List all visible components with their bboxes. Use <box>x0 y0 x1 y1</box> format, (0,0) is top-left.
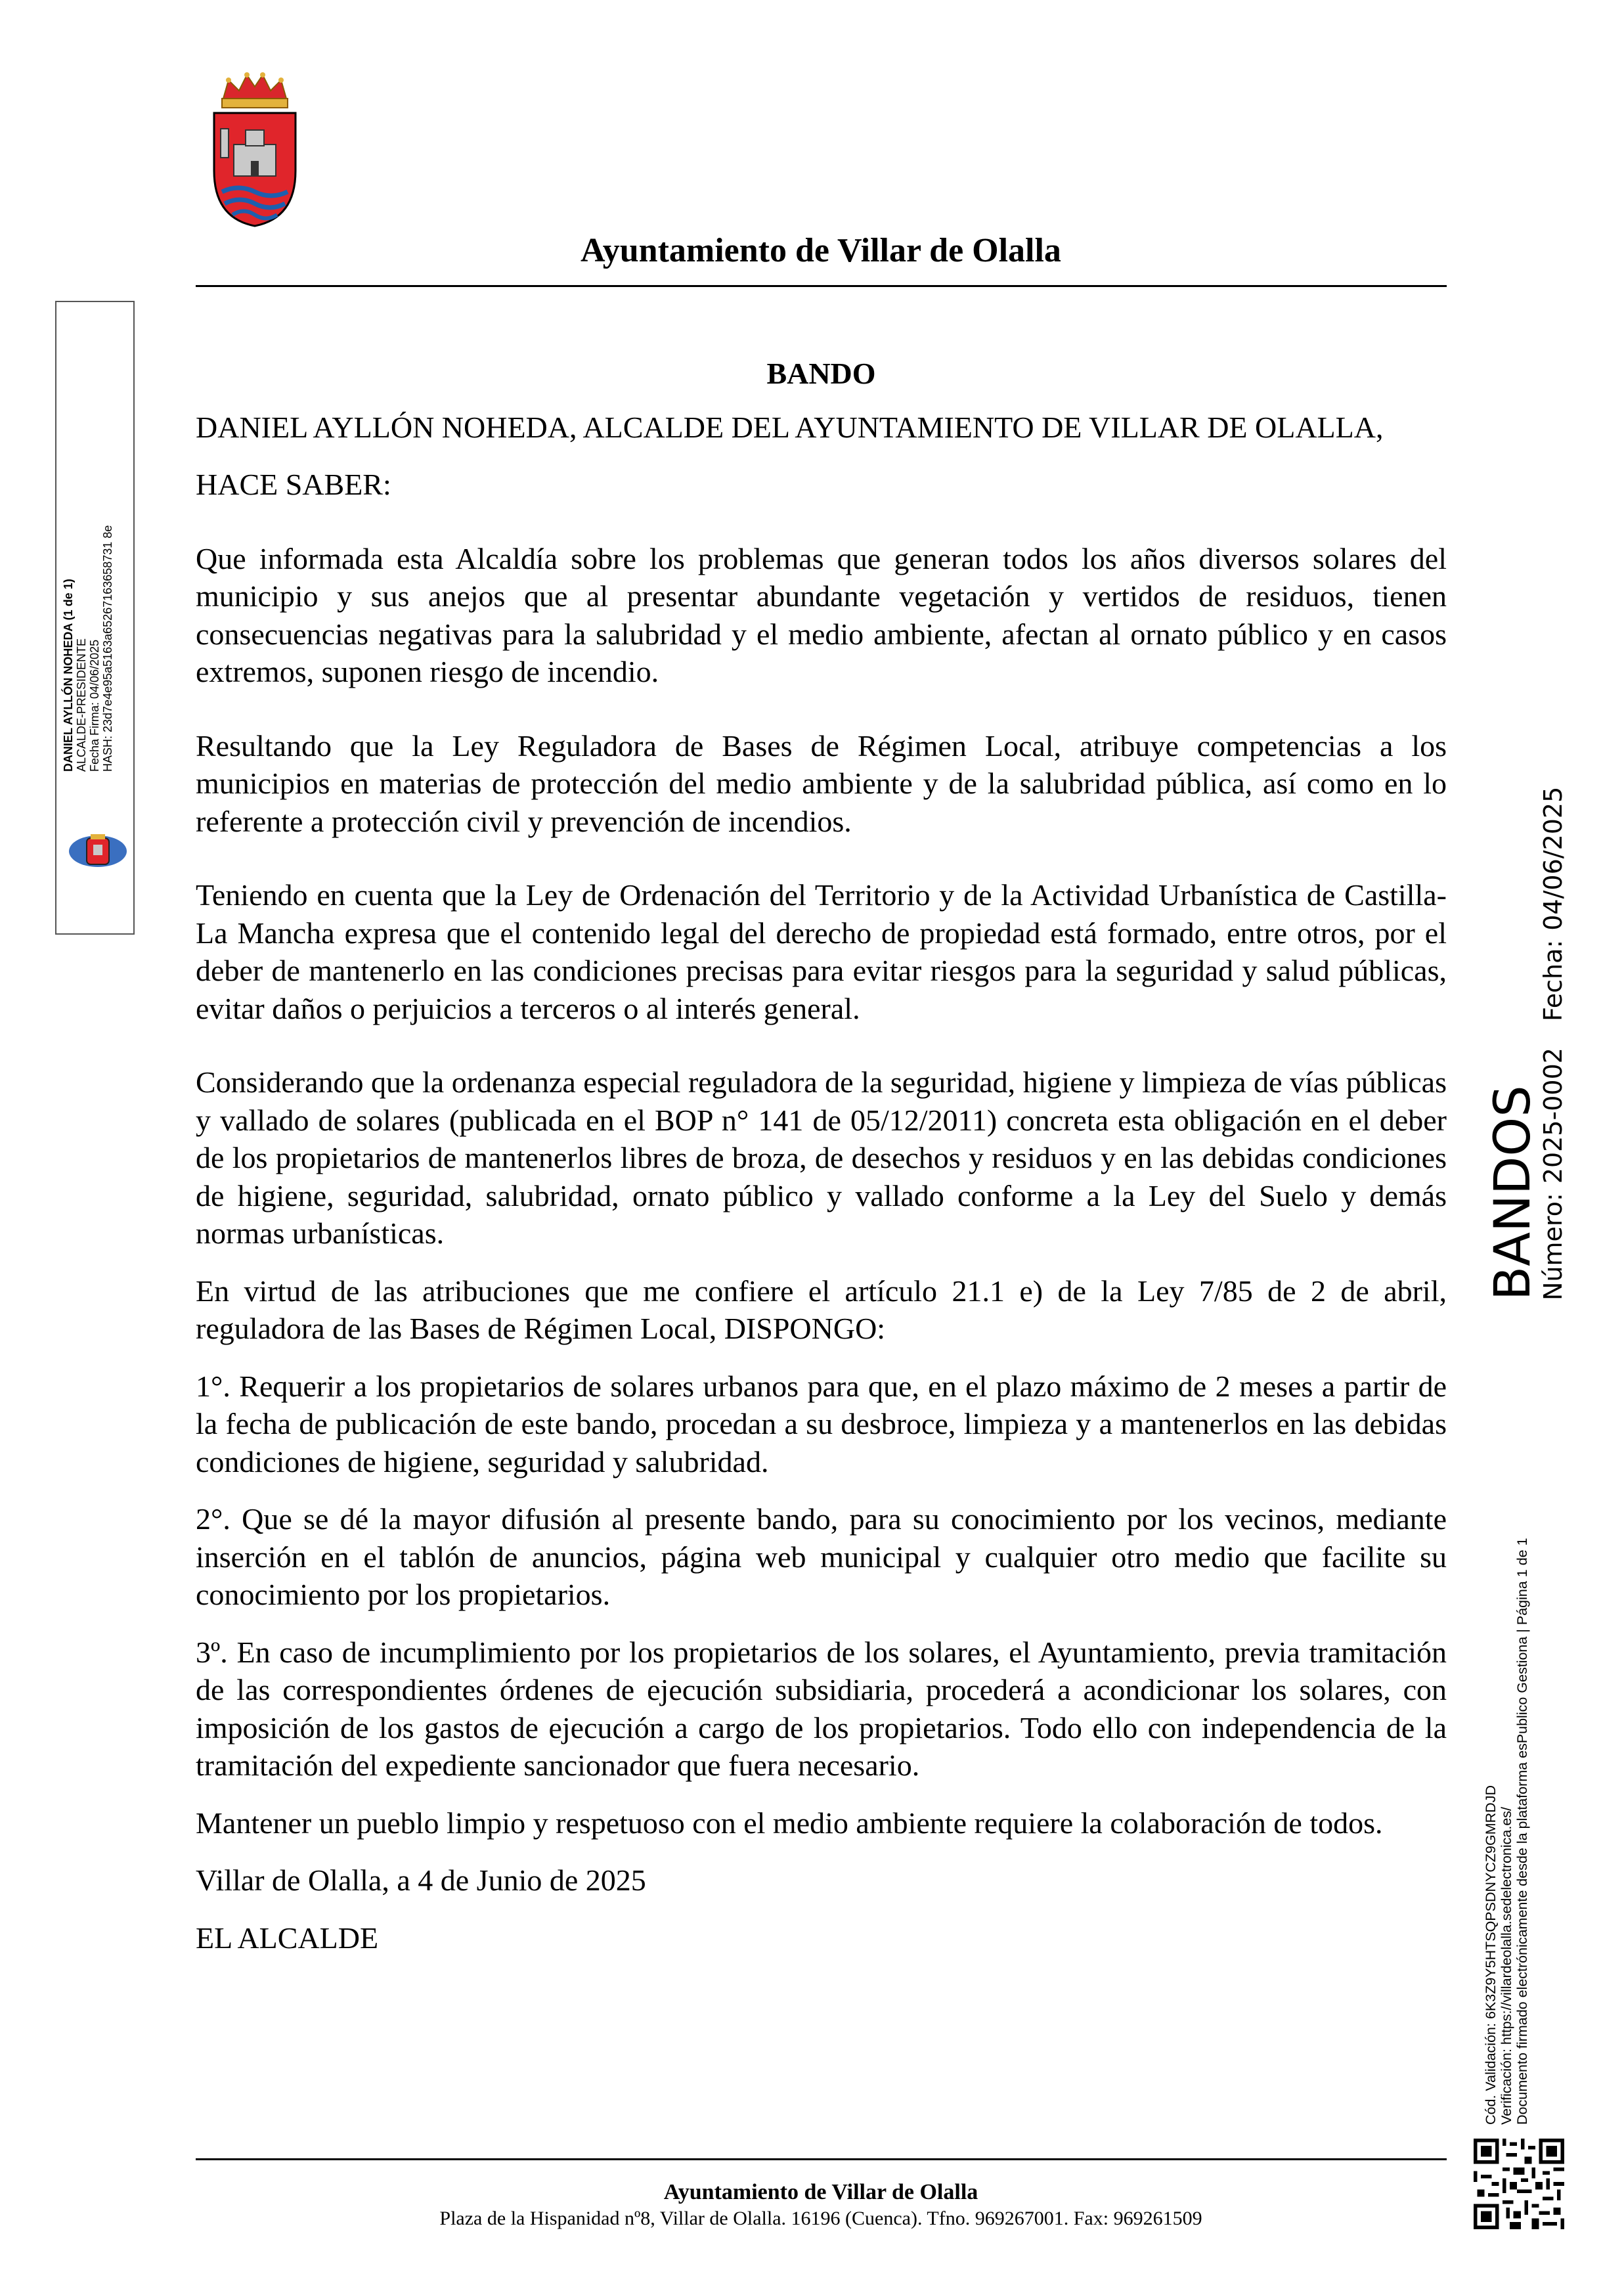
header-title: Ayuntamiento de Villar de Olalla <box>581 232 1061 269</box>
signer-role: ALCALDE-PRESIDENTE <box>75 638 88 772</box>
paragraph-3: Teniendo en cuenta que la Ley de Ordenación del Territorio y de la Actividad Urbanística de Castilla-La Mancha expresa que el contenido legal del derecho de propiedad está formado, entre otros, por el deber de mantenerlo en las condiciones precisas para evitar riesgos para la seguridad y salud públicas, evitar daños o perjuicios a terceros o al interés general. <box>196 878 1447 1025</box>
place-date: Villar de Olalla, a 4 de Junio de 2025 <box>196 1863 646 1897</box>
paragraph-2: Resultando que la Ley Reguladora de Bases de Régimen Local, atribuye competencias a los municipios en materias de protección del medio ambiente y de la salubridad pública, así como en lo referente a protección civil y prevención de incendios. <box>196 728 1447 838</box>
paragraph-1: Que informada esta Alcaldía sobre los problemas que generan todos los años diversos solares del municipio y sus anejos que al presentar abundante vegetación y vertidos de residuos, tienen consecuencias negativas para la salubridad y el medio ambiente, afectan al ornato público y en casos extremos, suponen riesgo de incendio. <box>196 541 1447 688</box>
sign-date: Fecha Firma: 04/06/2025 <box>88 639 101 772</box>
document-title: BANDO <box>766 357 876 390</box>
document-body <box>196 355 1447 1957</box>
stamp-number: Número: 2025-0002 <box>1539 1048 1568 1300</box>
signature-hash: HASH: 23d7e4e95a5163a65267163658731 8e <box>101 525 114 772</box>
order-2: 2°. Que se dé la mayor difusión al presente bando, para su conocimiento por los vecinos, mediante inserción en el tablón de anuncios, página web municipal y cualquier otro medio que facilite su conocimiento por los propietarios. <box>196 1502 1447 1611</box>
stamp-category: BANDOS <box>1483 1085 1541 1300</box>
platform-note: Documento firmado electrónicamente desde la plataforma esPublico Gestiona | Página 1 de 1 <box>1514 1538 1530 2125</box>
signature-text <box>62 476 114 772</box>
closing-paragraph: Mantener un pueblo limpio y respetuoso con el medio ambiente requiere la colaboración de todos. <box>196 1806 1383 1840</box>
order-3: 3º. En caso de incumplimiento por los propietarios de los solares, el Ayuntamiento, previa tramitación de las correspondientes órdenes de ejecución subsidiaria, procederá a acondicionar los solares, con imposición de los gastos de ejecución a cargo de los propietarios. Todo ello con independencia de la tramitación del expediente sancionador que fuera necesario. <box>196 1635 1447 1782</box>
signer-name: DANIEL AYLLÓN NOHEDA (1 de 1) <box>62 579 75 772</box>
validation-code: Cód. Validación: 6K3Z9Y5HTSQPSDNYCZ9GMRDJD <box>1483 1785 1499 2125</box>
signature-crest-icon <box>67 833 129 870</box>
verification-block <box>1483 1538 1530 2125</box>
announcement-line: HACE SABER: <box>196 468 391 501</box>
stamp-meta <box>1539 787 1568 1300</box>
stamp-date: Fecha: 04/06/2025 <box>1539 786 1568 1022</box>
footer-address: Plaza de la Hispanidad nº8, Villar de Olalla. 16196 (Cuenca). Tfno. 969267001. Fax: 969261509 <box>439 2208 1202 2229</box>
issuer-line: DANIEL AYLLÓN NOHEDA, ALCALDE DEL AYUNTAMIENTO DE VILLAR DE OLALLA, <box>196 410 1384 444</box>
verification-url[interactable]: Verificación: https://villardeolalla.sedelectronica.es/ <box>1499 1806 1514 2125</box>
qr-code-icon <box>1474 2139 1564 2229</box>
order-1: 1°. Requerir a los propietarios de solares urbanos para que, en el plazo máximo de 2 meses a partir de la fecha de publicación de este bando, procedan a su desbroce, limpieza y a mantenerlos en las debidas condiciones de higiene, seguridad y salubridad. <box>196 1369 1447 1478</box>
footer-name: Ayuntamiento de Villar de Olalla <box>663 2180 978 2204</box>
footer-rule <box>196 2158 1447 2160</box>
paragraph-4: Considerando que la ordenanza especial reguladora de la seguridad, higiene y limpieza de vías públicas y vallado de solares (publicada en el BOP n° 141 de 05/12/2011) concreta esta obligación en el deber de los propietarios de mantenerlos libres de broza, de desechos y residuos y en las debidas condiciones de higiene, seguridad, salubridad, ornato público y vallado conforme a la Ley del Suelo y demás normas urbanísticas. <box>196 1065 1447 1250</box>
coat-of-arms-icon <box>209 72 301 230</box>
paragraph-5: En virtud de las atribuciones que me confiere el artículo 21.1 e) de la Ley 7/85 de 2 de abril, reguladora de las Bases de Régimen Local, DISPONGO: <box>196 1274 1447 1345</box>
header-rule <box>196 285 1447 287</box>
signatory: EL ALCALDE <box>196 1921 379 1955</box>
